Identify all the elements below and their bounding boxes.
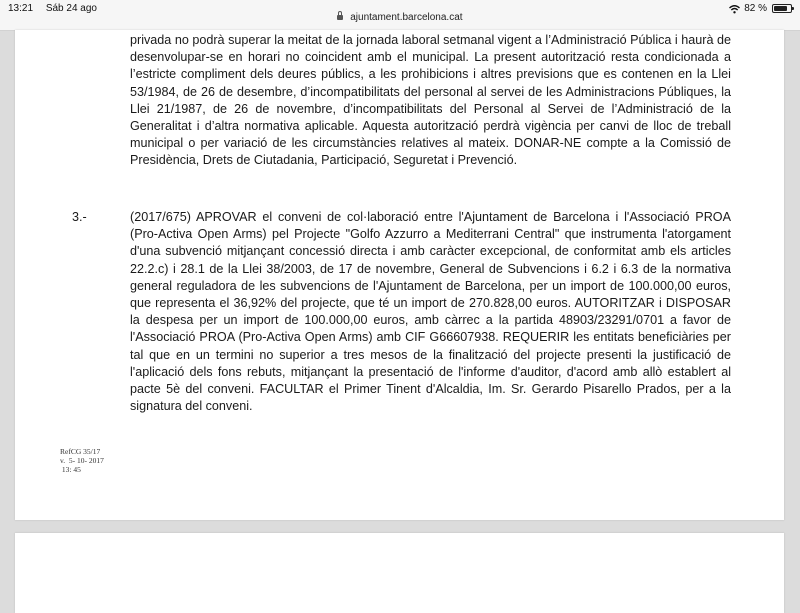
status-date: Sáb 24 ago (45, 3, 97, 14)
url-text: ajuntament.barcelona.cat (350, 12, 463, 23)
battery-percent: 82 % (744, 3, 767, 14)
item-paragraph: (2017/675) APROVAR el conveni de col·laboració entre l'Ajuntament de Barcelona i l'Associació PROA (Pro-Activa Open Arms) pel Projecte "Golfo Azzurro a Mediterrani Central" que instrumenta l'atorgament d'una subvenció mitjançant concessió directa i amb caràcter excepcional, de conformitat amb els articles 22.2.c) i 28.1 de la Llei 38/2003, de 17 de novembre, General de Subvencions i 6.2 i 6.3 de la normativa general reguladora de les subvencions de l'Ajuntament de Barcelona, per un import de 100.000,00 euros, que representa el 36,92% del projecte, que té un import de 270.828,00 euros. AUTORITZAR i DISPOSAR la despesa per un import de 100.000,00 euros, amb càrrec a la partida 48903/23291/0701 a favor de l'Associació PROA (Pro-Activa Open Arms) amb CIF G66607938. REQUERIR les entitats beneficiàries per tal que en un termini no superior a tres mesos de la finalització del projecte presenti la justificació de l'aplicació dels fons rebuts, mitjançant la presentació de l'informe d'auditor, d'acord amb allò establert al pacte 5è del conveni. FACULTAR el Primer Tinent d'Alcaldia, Im. Sr. Gerardo Pisarello Prados, per a la signatura del conveni. (130, 210, 731, 414)
status-bar (0, 0, 800, 31)
wifi-icon (729, 5, 739, 13)
status-right (729, 3, 792, 14)
battery-fill (774, 6, 787, 11)
next-document-page (15, 533, 784, 613)
status-time: 13:21 (8, 3, 34, 14)
reference-stamp (60, 447, 104, 474)
lock-icon (337, 15, 343, 20)
item-number: 3.- (72, 210, 87, 224)
reference-line: 13: 45 (60, 465, 81, 474)
reference-line: v. 5- 10- 2017 (60, 456, 104, 465)
continuation-paragraph: privada no podrà superar la meitat de la jornada laboral setmanal vigent a l’Administració Pública i haurà de desenvolupar-se en horari no coincident amb el municipal. La present autorització resta condicionada a l’estricte compliment dels deures públics, a les prohibicions i altres previsions que es contenen en la Llei 53/1984, de 26 de desembre, d’incompatibilitats del personal al servei de les Administracions Públiques, la Llei 21/1987, de 26 de novembre, d’incompatibilitats del Personal al Servei de l’Administració de la Generalitat i d’altra normativa aplicable. Aquesta autorització perdrà vigència per canvi de lloc de treball municipal o per variació de les circumstàncies relatives al mateix. DONAR-NE compte a la Comissió de Presidència, Drets de Ciutadania, Participació, Seguretat i Prevenció. (130, 33, 731, 168)
document-page (15, 30, 784, 520)
battery-icon (772, 4, 792, 13)
address-bar[interactable] (0, 12, 800, 23)
reference-line: RefCG 35/17 (60, 447, 101, 456)
